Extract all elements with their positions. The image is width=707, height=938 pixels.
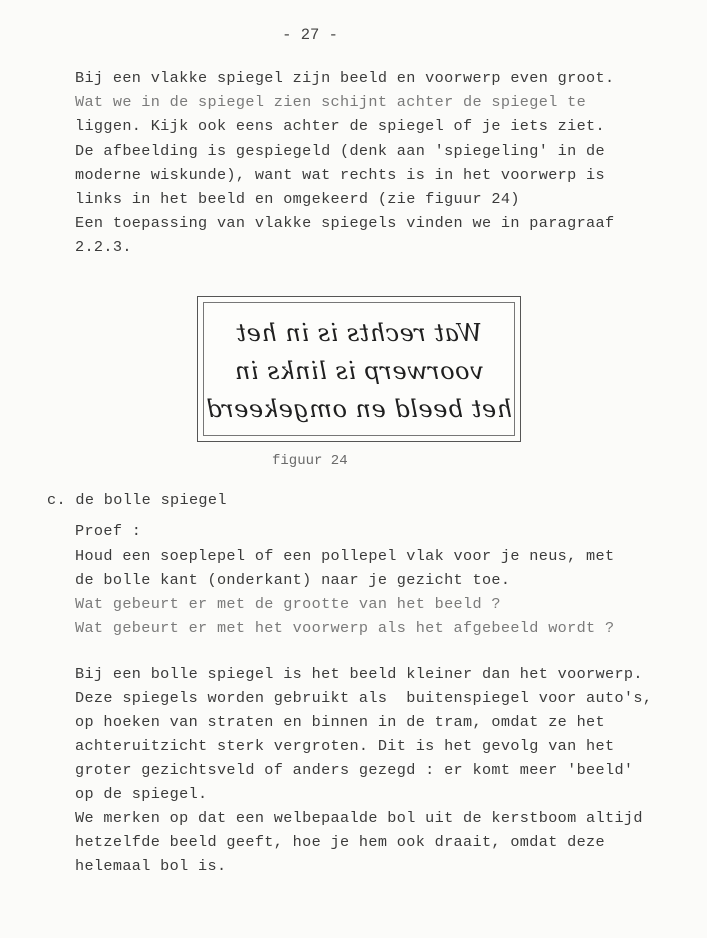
- body-line: op de spiegel.: [75, 785, 208, 803]
- intro-line: 2.2.3.: [75, 238, 132, 256]
- body-line: Deze spiegels worden gebruikt als buitenspiegel voor auto's,: [75, 689, 653, 707]
- intro-line: Een toepassing van vlakke spiegels vinden we in paragraaf: [75, 214, 615, 232]
- figure-caption: figuur 24: [272, 453, 348, 469]
- proef-label: Proef :: [75, 522, 142, 540]
- mirrored-text-line: Wat rechts is in het: [236, 319, 483, 347]
- intro-line: Wat we in de spiegel zien schijnt achter de spiegel te: [75, 93, 587, 111]
- body-line: op hoeken van straten en binnen in de tram, omdat ze het: [75, 713, 605, 731]
- intro-line: Bij een vlakke spiegel zijn beeld en voorwerp even groot.: [75, 69, 615, 87]
- section-heading: c. de bolle spiegel: [47, 491, 227, 509]
- proef-line: Wat gebeurt er met het voorwerp als het afgebeeld wordt ?: [75, 619, 615, 637]
- body-line: achteruitzicht sterk vergroten. Dit is het gevolg van het: [75, 737, 615, 755]
- proef-line: Houd een soeplepel of een pollepel vlak voor je neus, met: [75, 547, 615, 565]
- intro-line: links in het beeld en omgekeerd (zie figuur 24): [75, 190, 520, 208]
- proef-line: Wat gebeurt er met de grootte van het beeld ?: [75, 595, 501, 613]
- mirrored-text-line: het beeld en omgekeerd: [205, 395, 513, 423]
- body-line: groter gezichtsveld of anders gezegd : er komt meer 'beeld': [75, 761, 634, 779]
- intro-line: liggen. Kijk ook eens achter de spiegel of je iets ziet.: [75, 117, 605, 135]
- figure-inner-border: [203, 302, 515, 436]
- body-line: hetzelfde beeld geeft, hoe je hem ook draait, omdat deze: [75, 833, 605, 851]
- proef-line: de bolle kant (onderkant) naar je gezicht toe.: [75, 571, 511, 589]
- intro-line: moderne wiskunde), want wat rechts is in het voorwerp is: [75, 166, 605, 184]
- mirrored-text-line: voorwerp is links in: [234, 357, 484, 385]
- figure-24-mirrored-text: [197, 296, 521, 442]
- intro-line: De afbeelding is gespiegeld (denk aan 'spiegeling' in de: [75, 142, 605, 160]
- page-number: - 27 -: [282, 26, 338, 44]
- body-line: helemaal bol is.: [75, 857, 227, 875]
- body-line: We merken op dat een welbepaalde bol uit de kerstboom altijd: [75, 809, 643, 827]
- body-line: Bij een bolle spiegel is het beeld kleiner dan het voorwerp.: [75, 665, 643, 683]
